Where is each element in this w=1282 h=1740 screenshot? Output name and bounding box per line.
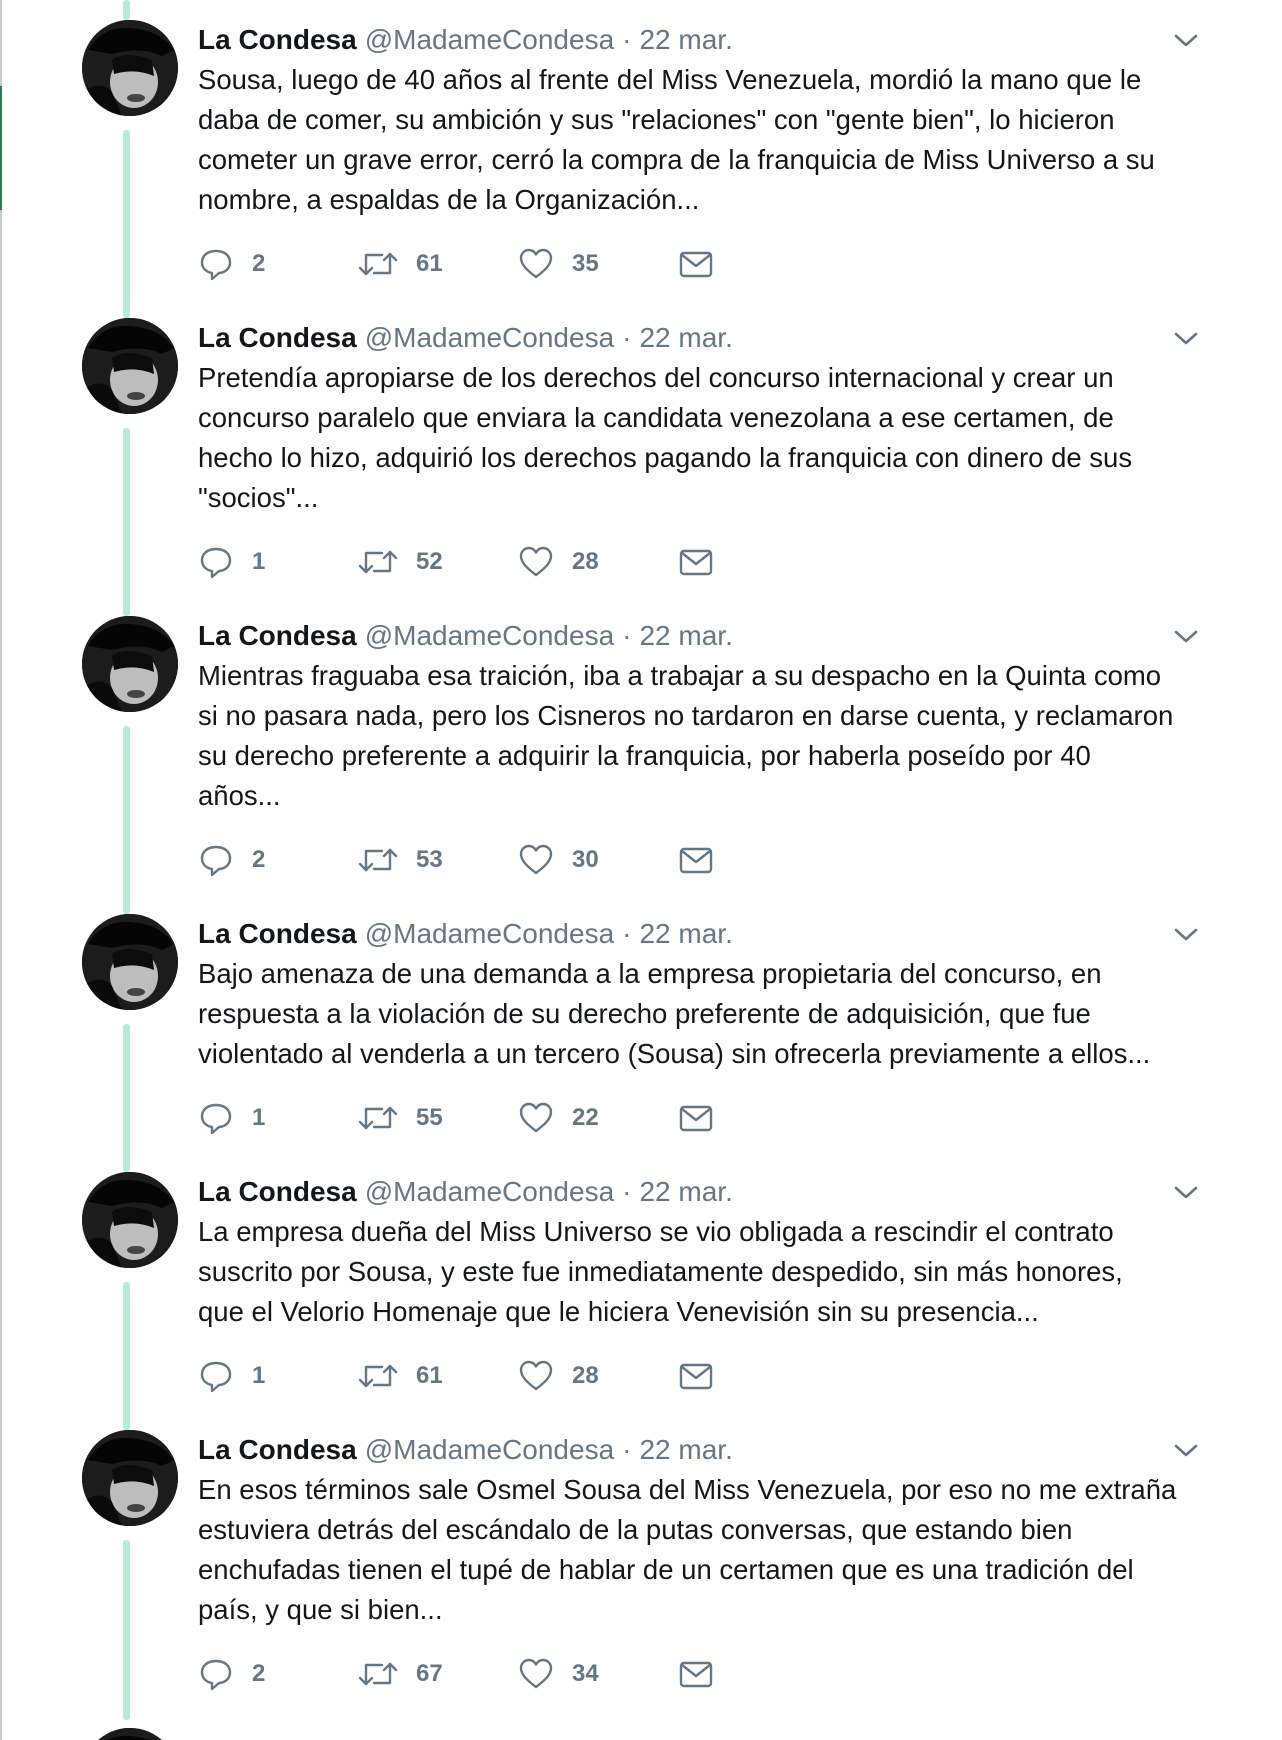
tweet[interactable] xyxy=(0,914,1282,1154)
header-separator: · xyxy=(622,1176,632,1207)
avatar[interactable] xyxy=(82,20,178,116)
header-separator: · xyxy=(622,322,632,353)
tweet-text: La empresa dueña del Miss Universo se vio obligada a rescindir el contrato suscrito por Sousa, y este fue inmediatamente despedido, sin más honores, que el Velorio Homenaje que le hiciera Venevisión sin su presencia... xyxy=(198,1216,1123,1327)
author-handle[interactable]: @MadameCondesa xyxy=(364,1434,615,1465)
like-button[interactable] xyxy=(518,1098,599,1138)
heart-icon xyxy=(518,1656,554,1692)
like-button[interactable] xyxy=(518,1654,599,1694)
reply-count: 2 xyxy=(252,250,266,277)
author-handle[interactable]: @MadameCondesa xyxy=(364,1176,615,1207)
avatar-image xyxy=(82,1172,178,1268)
reply-count: 1 xyxy=(252,1362,266,1389)
more-options-button[interactable] xyxy=(1170,28,1202,52)
author-handle[interactable]: @MadameCondesa xyxy=(364,322,615,353)
chevron-down-icon xyxy=(1170,1180,1202,1204)
chevron-down-icon xyxy=(1170,1438,1202,1462)
retweet-button[interactable] xyxy=(358,1654,443,1694)
avatar-image xyxy=(82,616,178,712)
reply-icon xyxy=(198,1656,234,1692)
avatar-image xyxy=(82,1728,178,1740)
chevron-down-icon xyxy=(1170,326,1202,350)
tweet-text: Bajo amenaza de una demanda a la empresa propietaria del concurso, en respuesta a la violación de su derecho preferente de adquisición, que fue violentado al venderla a un tercero (Sousa) sin ofrecerla previamente a ellos... xyxy=(198,958,1151,1069)
reply-icon xyxy=(198,842,234,878)
tweet-date[interactable]: 22 mar. xyxy=(639,1434,733,1465)
heart-icon xyxy=(518,842,554,878)
tweet[interactable] xyxy=(0,20,1282,300)
avatar-image xyxy=(82,318,178,414)
tweet[interactable] xyxy=(0,318,1282,598)
retweet-count: 52 xyxy=(416,548,443,575)
avatar[interactable] xyxy=(82,914,178,1010)
direct-message-button[interactable] xyxy=(678,1654,714,1694)
avatar[interactable] xyxy=(82,616,178,712)
envelope-icon xyxy=(678,1100,714,1136)
chevron-down-icon xyxy=(1170,28,1202,52)
heart-icon xyxy=(518,1100,554,1136)
avatar[interactable] xyxy=(82,1430,178,1526)
more-options-button[interactable] xyxy=(1170,1180,1202,1204)
author-name[interactable]: La Condesa xyxy=(198,24,357,55)
avatar[interactable] xyxy=(82,318,178,414)
header-separator: · xyxy=(622,620,632,651)
retweet-icon xyxy=(358,544,398,580)
retweet-icon xyxy=(358,1656,398,1692)
tweet-actions xyxy=(198,244,758,284)
retweet-count: 61 xyxy=(416,250,443,277)
header-separator: · xyxy=(622,918,632,949)
tweet-date[interactable]: 22 mar. xyxy=(639,322,733,353)
reply-count: 2 xyxy=(252,1660,266,1687)
tweet[interactable] xyxy=(0,1172,1282,1412)
retweet-button[interactable] xyxy=(358,1356,443,1396)
direct-message-button[interactable] xyxy=(678,1356,714,1396)
avatar-next-tweet[interactable] xyxy=(82,1728,178,1740)
more-options-button[interactable] xyxy=(1170,922,1202,946)
reply-icon xyxy=(198,1100,234,1136)
heart-icon xyxy=(518,544,554,580)
author-name[interactable]: La Condesa xyxy=(198,322,357,353)
retweet-button[interactable] xyxy=(358,542,443,582)
tweet-header xyxy=(198,616,733,656)
direct-message-button[interactable] xyxy=(678,542,714,582)
reply-count: 1 xyxy=(252,548,266,575)
tweet-text: Pretendía apropiarse de los derechos del concurso internacional y crear un concurso paralelo que enviara la candidata venezolana a ese certamen, de hecho lo hizo, adquirió los derechos pagando la franquicia con dinero de sus "socios"... xyxy=(198,362,1133,513)
retweet-icon xyxy=(358,246,398,282)
tweet-date[interactable]: 22 mar. xyxy=(639,1176,733,1207)
reply-button[interactable] xyxy=(198,840,265,880)
tweet-header xyxy=(198,914,733,954)
envelope-icon xyxy=(678,1656,714,1692)
avatar-image xyxy=(82,914,178,1010)
author-handle[interactable]: @MadameCondesa xyxy=(364,620,615,651)
retweet-count: 61 xyxy=(416,1362,443,1389)
author-name[interactable]: La Condesa xyxy=(198,1176,357,1207)
more-options-button[interactable] xyxy=(1170,624,1202,648)
retweet-count: 53 xyxy=(416,846,443,873)
avatar[interactable] xyxy=(82,1172,178,1268)
retweet-button[interactable] xyxy=(358,244,443,284)
retweet-count: 55 xyxy=(416,1104,443,1131)
tweet-actions xyxy=(198,840,758,880)
heart-icon xyxy=(518,1358,554,1394)
header-separator: · xyxy=(622,24,632,55)
avatar-image xyxy=(82,1430,178,1526)
like-button[interactable] xyxy=(518,1356,599,1396)
envelope-icon xyxy=(678,544,714,580)
reply-count: 1 xyxy=(252,1104,266,1131)
reply-button[interactable] xyxy=(198,244,265,284)
envelope-icon xyxy=(678,1358,714,1394)
retweet-button[interactable] xyxy=(358,840,443,880)
tweet-actions xyxy=(198,1098,758,1138)
reply-icon xyxy=(198,1358,234,1394)
author-handle[interactable]: @MadameCondesa xyxy=(364,918,615,949)
direct-message-button[interactable] xyxy=(678,244,714,284)
like-count: 34 xyxy=(572,1660,599,1687)
retweet-icon xyxy=(358,1358,398,1394)
tweet-header xyxy=(198,1172,733,1212)
direct-message-button[interactable] xyxy=(678,1098,714,1138)
envelope-icon xyxy=(678,246,714,282)
heart-icon xyxy=(518,246,554,282)
tweet-actions xyxy=(198,542,758,582)
tweet-date[interactable]: 22 mar. xyxy=(639,918,733,949)
author-name[interactable]: La Condesa xyxy=(198,1434,357,1465)
tweet-date[interactable]: 22 mar. xyxy=(639,24,733,55)
reply-icon xyxy=(198,544,234,580)
reply-button[interactable] xyxy=(198,1098,265,1138)
tweet[interactable] xyxy=(0,616,1282,896)
like-count: 28 xyxy=(572,548,599,575)
retweet-icon xyxy=(358,842,398,878)
reply-button[interactable] xyxy=(198,1356,265,1396)
tweet-header xyxy=(198,1430,733,1470)
author-name[interactable]: La Condesa xyxy=(198,620,357,651)
chevron-down-icon xyxy=(1170,624,1202,648)
more-options-button[interactable] xyxy=(1170,326,1202,350)
like-button[interactable] xyxy=(518,840,599,880)
retweet-button[interactable] xyxy=(358,1098,443,1138)
like-count: 28 xyxy=(572,1362,599,1389)
tweet-actions xyxy=(198,1654,758,1694)
reply-button[interactable] xyxy=(198,1654,265,1694)
tweet[interactable] xyxy=(0,1430,1282,1710)
author-handle[interactable]: @MadameCondesa xyxy=(364,24,615,55)
reply-icon xyxy=(198,246,234,282)
reply-count: 2 xyxy=(252,846,266,873)
like-button[interactable] xyxy=(518,542,599,582)
like-count: 22 xyxy=(572,1104,599,1131)
author-name[interactable]: La Condesa xyxy=(198,918,357,949)
like-count: 30 xyxy=(572,846,599,873)
envelope-icon xyxy=(678,842,714,878)
tweet-text: Sousa, luego de 40 años al frente del Miss Venezuela, mordió la mano que le daba de comer, su ambición y sus "relaciones" con "gente bien", lo hicieron cometer un grave error, cerró la compra de la franquicia de Miss Universo a su nombre, a espaldas de la Organización... xyxy=(198,64,1155,215)
tweet-actions xyxy=(198,1356,758,1396)
chevron-down-icon xyxy=(1170,922,1202,946)
tweet-text: En esos términos sale Osmel Sousa del Miss Venezuela, por eso no me extraña estuviera detrás del escándalo de la putas conversas, que estando bien enchufadas tienen el tupé de hablar de un certamen que es una tradición del país, y que si bien... xyxy=(198,1474,1177,1625)
reply-button[interactable] xyxy=(198,542,265,582)
direct-message-button[interactable] xyxy=(678,840,714,880)
tweet-text: Mientras fraguaba esa traición, iba a trabajar a su despacho en la Quinta como si no pasara nada, pero los Cisneros no tardaron en darse cuenta, y reclamaron su derecho preferente a adquirir la franquicia, por haberla poseído por 40 años... xyxy=(198,660,1174,811)
like-count: 35 xyxy=(572,250,599,277)
more-options-button[interactable] xyxy=(1170,1438,1202,1462)
header-separator: · xyxy=(622,1434,632,1465)
retweet-count: 67 xyxy=(416,1660,443,1687)
avatar-image xyxy=(82,20,178,116)
tweet-date[interactable]: 22 mar. xyxy=(639,620,733,651)
thread-line xyxy=(123,0,130,20)
tweet-header xyxy=(198,20,733,60)
retweet-icon xyxy=(358,1100,398,1136)
tweet-header xyxy=(198,318,733,358)
like-button[interactable] xyxy=(518,244,599,284)
